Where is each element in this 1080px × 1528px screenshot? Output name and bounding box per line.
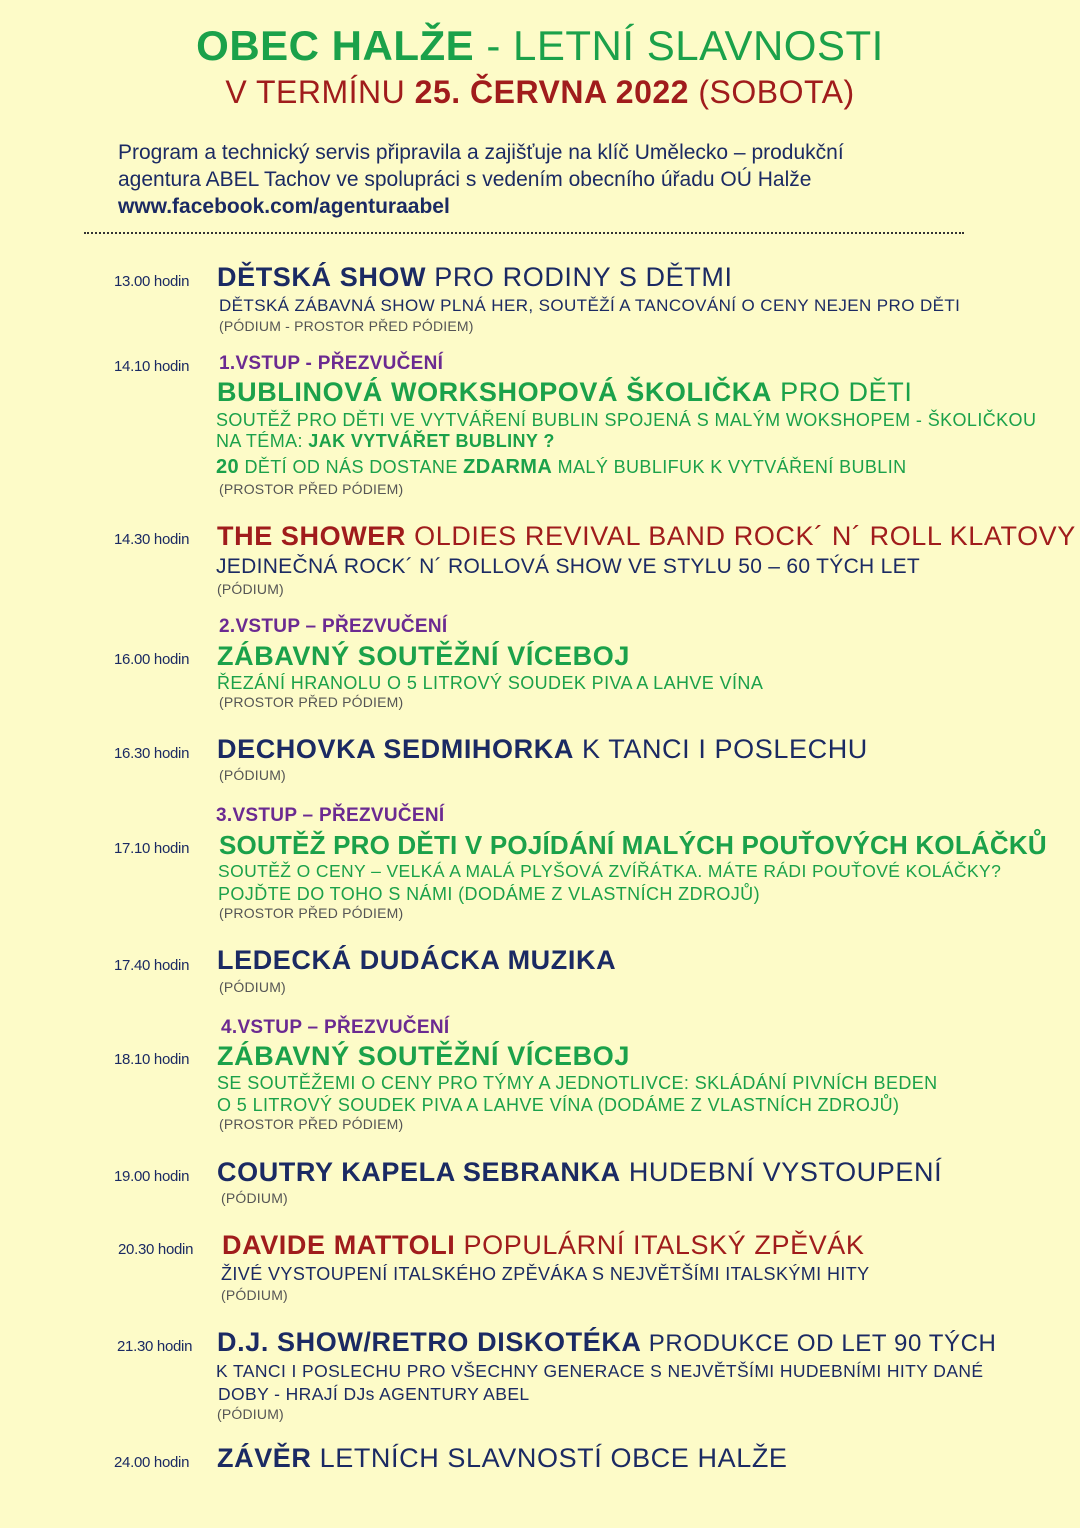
event-title-bold: DECHOVKA SEDMIHORKA bbox=[217, 734, 574, 764]
event-time: 13.00 hodin bbox=[114, 273, 190, 290]
event-title bbox=[217, 1443, 788, 1474]
poster-title bbox=[0, 22, 1080, 70]
intro-line-1: Program a technický servis připravila a zajišťuje na klíč Umělecko – produkční bbox=[118, 141, 844, 164]
desc-bold: ZDARMA bbox=[463, 456, 553, 478]
event-description: O 5 LITROVÝ SOUDEK PIVA A LAHVE VÍNA (DODÁME Z VLASTNÍCH ZDROJŮ) bbox=[217, 1095, 900, 1115]
event-location: (PÓDIUM) bbox=[217, 1406, 284, 1422]
event-location: (PROSTOR PŘED PÓDIEM) bbox=[219, 1116, 404, 1132]
event-title bbox=[217, 1157, 942, 1188]
event-location: (PÓDIUM) bbox=[219, 979, 286, 995]
event-title-bold: DAVIDE MATTOLI bbox=[222, 1230, 456, 1260]
poster-date bbox=[0, 72, 1080, 112]
desc-rest: MALÝ BUBLIFUK K VYTVÁŘENÍ BUBLIN bbox=[552, 457, 907, 477]
date-suffix: (SOBOTA) bbox=[688, 74, 855, 110]
event-title-bold: ZÁBAVNÝ SOUTĚŽNÍ VÍCEBOJ bbox=[217, 641, 630, 671]
event-time: 19.00 hodin bbox=[114, 1168, 190, 1185]
desc-number: 20 bbox=[216, 456, 240, 478]
event-step: 1.VSTUP - PŘEZVUČENÍ bbox=[219, 353, 444, 374]
event-title: SOUTĚŽ PRO DĚTI V POJÍDÁNÍ MALÝCH POUŤOVÝCH KOLÁČKŮ bbox=[219, 830, 1047, 860]
event-description: ŘEZÁNÍ HRANOLU O 5 LITROVÝ SOUDEK PIVA A LAHVE VÍNA bbox=[217, 673, 764, 693]
event-title bbox=[217, 641, 630, 672]
event-title bbox=[222, 1230, 865, 1261]
event-description: ŽIVÉ VYSTOUPENÍ ITALSKÉHO ZPĚVÁKA S NEJVĚTŠÍMI ITALSKÝMI HITY bbox=[221, 1264, 870, 1284]
event-description: SOUTĚŽ PRO DĚTI VE VYTVÁŘENÍ BUBLIN SPOJENÁ S MALÝM WOKSHOPEM - ŠKOLIČKOU bbox=[216, 410, 1037, 430]
event-description: DĚTSKÁ ZÁBAVNÁ SHOW PLNÁ HER, SOUTĚŽÍ A TANCOVÁNÍ O CENY NEJEN PRO DĚTI bbox=[219, 296, 961, 315]
event-title-rest: POPULÁRNÍ ITALSKÝ ZPĚVÁK bbox=[455, 1230, 865, 1260]
intro-line-2: agentura ABEL Tachov ve spolupráci s vedením obecního úřadu OÚ Halže bbox=[118, 168, 812, 191]
title-event: - LETNÍ SLAVNOSTI bbox=[474, 22, 884, 69]
event-time: 20.30 hodin bbox=[118, 1241, 194, 1258]
event-description: K TANCI I POSLECHU PRO VŠECHNY GENERACE S NEJVĚTŠÍMI HUDEBNÍMI HITY DANÉ bbox=[216, 1361, 984, 1381]
event-location: (PÓDIUM) bbox=[221, 1287, 288, 1303]
event-title bbox=[217, 734, 868, 765]
event-title-bold: ZÁVĚR bbox=[217, 1443, 312, 1473]
event-location: (PROSTOR PŘED PÓDIEM) bbox=[219, 905, 404, 921]
event-description bbox=[216, 431, 555, 452]
date-value: 25. ČERVNA 2022 bbox=[414, 74, 689, 110]
event-time: 24.00 hodin bbox=[114, 1454, 190, 1471]
event-time: 17.40 hodin bbox=[114, 957, 190, 974]
event-title bbox=[217, 521, 1076, 552]
title-village: OBEC HALŽE bbox=[196, 22, 475, 69]
event-location: (PÓDIUM) bbox=[221, 1190, 288, 1206]
event-title bbox=[217, 1327, 996, 1358]
event-time: 16.30 hodin bbox=[114, 745, 190, 762]
event-description: POJĎTE DO TOHO S NÁMI (DODÁME Z VLASTNÍCH ZDROJŮ) bbox=[218, 884, 760, 904]
event-title: ZÁBAVNÝ SOUTĚŽNÍ VÍCEBOJ bbox=[217, 1041, 630, 1071]
date-prefix: V TERMÍNU bbox=[225, 74, 415, 110]
event-description: SE SOUTĚŽEMI O CENY PRO TÝMY A JEDNOTLIVCE: SKLÁDÁNÍ PIVNÍCH BEDEN bbox=[217, 1073, 938, 1093]
event-time: 14.30 hodin bbox=[114, 531, 190, 548]
event-title: LEDECKÁ DUDÁCKA MUZIKA bbox=[217, 945, 617, 975]
event-location: (PROSTOR PŘED PÓDIEM) bbox=[219, 481, 404, 497]
intro-text bbox=[118, 139, 978, 220]
event-time: 16.00 hodin bbox=[114, 651, 190, 668]
dotted-divider bbox=[84, 232, 964, 234]
event-title-rest: LETNÍCH SLAVNOSTÍ OBCE HALŽE bbox=[311, 1443, 788, 1473]
poster-header bbox=[0, 22, 1080, 112]
event-location: (PROSTOR PŘED PÓDIEM) bbox=[219, 694, 404, 710]
event-title-bold: DĚTSKÁ SHOW bbox=[217, 262, 427, 292]
event-title bbox=[217, 377, 912, 408]
desc-bold: JAK VYTVÁŘET BUBLINY ? bbox=[308, 431, 555, 451]
facebook-link[interactable]: www.facebook.com/agenturaabel bbox=[118, 195, 450, 218]
event-description: SOUTĚŽ O CENY – VELKÁ A MALÁ PLYŠOVÁ ZVÍŘÁTKA. MÁTE RÁDI POUŤOVÉ KOLÁČKY? bbox=[218, 861, 1002, 881]
event-step: 3.VSTUP – PŘEZVUČENÍ bbox=[216, 805, 445, 826]
event-step: 4.VSTUP – PŘEZVUČENÍ bbox=[221, 1017, 450, 1038]
event-title-bold: D.J. SHOW/RETRO DISKOTÉKA bbox=[217, 1327, 642, 1357]
event-title-rest: PRO DĚTI bbox=[772, 377, 913, 407]
desc-mid: DĚTÍ OD NÁS DOSTANE bbox=[239, 457, 464, 477]
event-title-bold: BUBLINOVÁ WORKSHOPOVÁ ŠKOLIČKA bbox=[217, 377, 773, 407]
event-description: DOBY - HRAJÍ DJs AGENTURY ABEL bbox=[218, 1384, 530, 1404]
event-title-rest: PRODUKCE OD LET 90 TÝCH bbox=[641, 1330, 997, 1357]
event-title-rest: PRO RODINY S DĚTMI bbox=[426, 262, 733, 292]
event-title-bold: THE SHOWER bbox=[217, 521, 407, 551]
event-title-rest: HUDEBNÍ VYSTOUPENÍ bbox=[620, 1157, 943, 1187]
event-step: 2.VSTUP – PŘEZVUČENÍ bbox=[219, 616, 448, 637]
event-title-rest: OLDIES REVIVAL BAND ROCK´ N´ ROLL KLATOVY bbox=[406, 521, 1076, 551]
event-description bbox=[216, 456, 907, 479]
event-time: 21.30 hodin bbox=[117, 1338, 193, 1355]
event-title-bold: COUTRY KAPELA SEBRANKA bbox=[217, 1157, 621, 1187]
event-title-rest: K TANCI I POSLECHU bbox=[573, 734, 868, 764]
event-title bbox=[217, 262, 733, 293]
desc-prefix: NA TÉMA: bbox=[216, 431, 309, 451]
event-time: 14.10 hodin bbox=[114, 358, 190, 375]
event-location: (PÓDIUM) bbox=[217, 581, 284, 597]
event-location: (PÓDIUM - PROSTOR PŘED PÓDIEM) bbox=[219, 318, 474, 334]
event-time: 17.10 hodin bbox=[114, 840, 190, 857]
event-time: 18.10 hodin bbox=[114, 1051, 190, 1068]
event-description: JEDINEČNÁ ROCK´ N´ ROLLOVÁ SHOW VE STYLU 50 – 60 TÝCH LET bbox=[216, 555, 921, 578]
event-location: (PÓDIUM) bbox=[219, 767, 286, 783]
